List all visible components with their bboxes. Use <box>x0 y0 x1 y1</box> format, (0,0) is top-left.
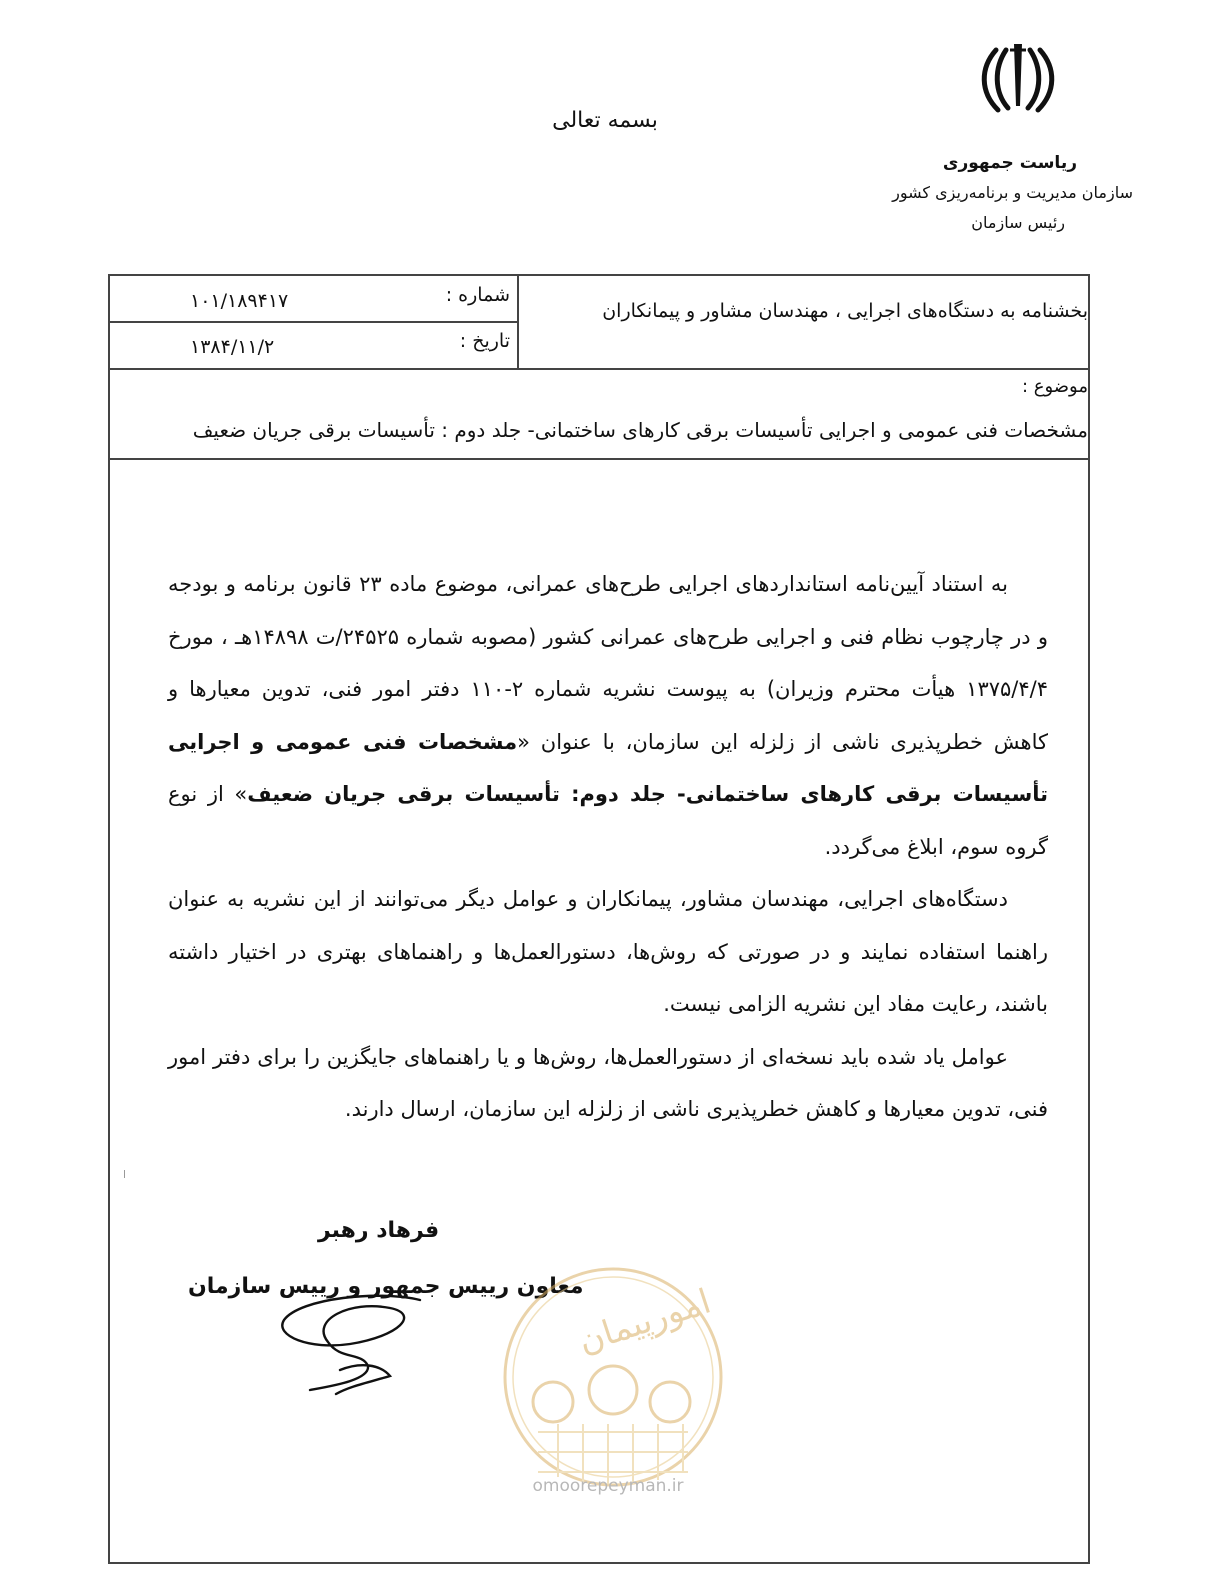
number-value: ۱۰۱/۱۸۹۴۱۷ <box>190 290 289 312</box>
watermark-seal-icon <box>498 1262 728 1492</box>
paragraph-1 <box>168 558 1048 873</box>
divider <box>110 321 518 323</box>
number-label: شماره : <box>445 284 510 306</box>
divider <box>110 458 1088 460</box>
org-name: ریاست جمهوری <box>942 153 1077 173</box>
date-value: ۱۳۸۴/۱۱/۲ <box>190 336 275 358</box>
subject-label: موضوع : <box>1021 376 1088 397</box>
department-name: سازمان مدیریت و برنامه‌ریزی کشور <box>892 183 1133 202</box>
letterhead <box>833 148 1133 238</box>
paragraph-1-end: » از نوع گروه سوم، ابلاغ می‌گردد. <box>168 782 1048 859</box>
paragraph-1-start: به استناد آیین‌نامه استانداردهای اجرایی طرح‌های عمرانی، موضوع ماده ۲۳ قانون برنامه و بودجه و در چارچوب نظام فنی و اجرایی طرح‌های عمرانی کشور (مصوبه شماره ۲۴۵۲۵/ت ۱۴۸۹۸هـ ، مورخ ۱۳۷۵/۴/۴ هیأت محترم وزیران) به پیوست نشریه شماره ۲-۱۱۰ دفتر امور فنی، تدوین معیارها و کاهش خطرپذیری ناشی از زلزله این سازمان، با عنوان « <box>168 572 1048 754</box>
publication-title: مشخصات فنی عمومی و اجرایی تأسیسات برقی کارهای ساختمانی- جلد دوم: تأسیسات برقی جریان ضعیف <box>168 729 1049 806</box>
recipients-line: بخشنامه به دستگاه‌های اجرایی ، مهندسان مشاور و پیمانکاران <box>602 300 1088 322</box>
letter-body <box>168 558 1048 1136</box>
mark <box>124 1170 125 1178</box>
divider <box>110 368 1088 370</box>
position-title: رئیس سازمان <box>971 213 1065 232</box>
divider <box>517 276 519 368</box>
date-label: تاریخ : <box>459 330 510 352</box>
svg-text:امورپیمان: امورپیمان <box>573 1281 716 1362</box>
paragraph-3: عوامل یاد شده باید نسخه‌ای از دستورالعمل‌ها، روش‌ها و یا راهنماهای جایگزین را برای دفتر امور فنی، تدوین معیارها و کاهش خطرپذیری ناشی از زلزله این سازمان، ارسال دارند. <box>168 1044 1048 1121</box>
signer-name: فرهاد رهبر <box>318 1218 440 1243</box>
paragraph-2: دستگاه‌های اجرایی، مهندسان مشاور، پیمانکاران و عوامل دیگر می‌توانند از این نشریه به عنوان راهنما استفاده نمایند و در صورتی که روش‌ها، دستورالعمل‌ها و راهنماهای بهتری در اختیار داشته باشند، رعایت مفاد این نشریه الزامی نیست. <box>168 887 1048 1016</box>
watermark-url: omoorepeyman.ir <box>532 1476 684 1496</box>
iran-emblem-icon <box>976 36 1060 120</box>
signer-title: معاون رییس جمهور و رییس سازمان <box>188 1274 584 1299</box>
subject-text: مشخصات فنی عمومی و اجرایی تأسیسات برقی کارهای ساختمانی- جلد دوم : تأسیسات برقی جریان ضعیف <box>192 418 1088 442</box>
bismillah-heading: بسمه تعالی <box>552 108 658 133</box>
handwritten-signature <box>270 1290 440 1400</box>
